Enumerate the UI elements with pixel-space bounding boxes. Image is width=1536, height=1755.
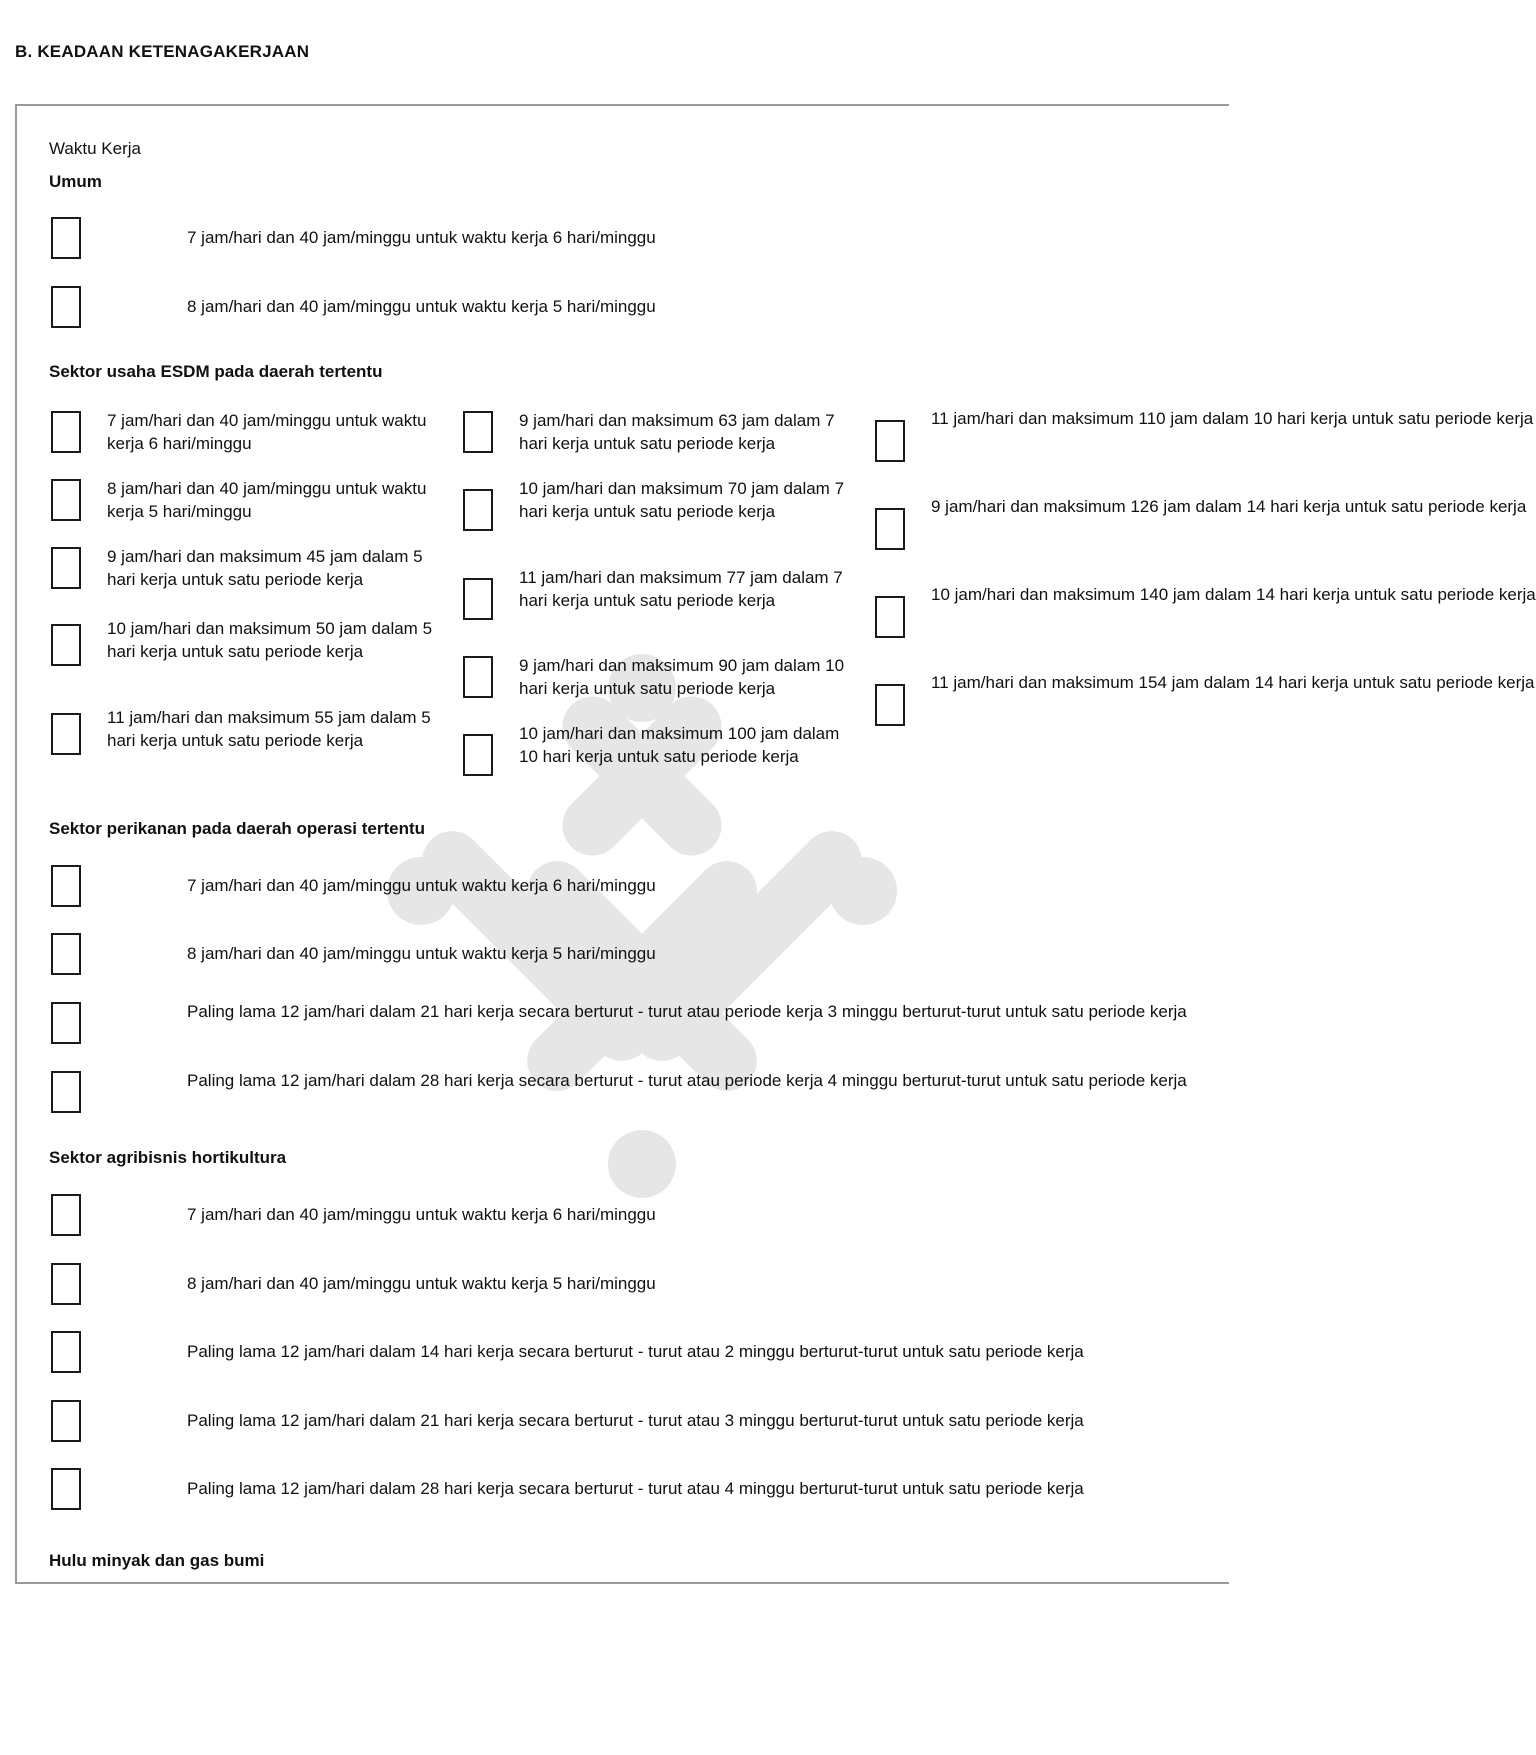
option-label-agribisnis-1: 7 jam/hari dan 40 jam/minggu untuk waktu kerja 6 hari/minggu: [187, 1205, 656, 1224]
option-label-umum-2: 8 jam/hari dan 40 jam/minggu untuk waktu kerja 5 hari/minggu: [187, 297, 656, 316]
checkbox-esdm-c2-3[interactable]: [463, 578, 493, 620]
checkbox-umum-2[interactable]: [51, 286, 81, 328]
option-label-esdm-c2-2: 10 jam/hari dan maksimum 70 jam dalam 7 hari kerja untuk satu periode kerja: [519, 479, 845, 521]
option-label-esdm-c1-5: 11 jam/hari dan maksimum 55 jam dalam 5 hari kerja untuk satu periode kerja: [107, 708, 431, 750]
option-label-esdm-c1-4: 10 jam/hari dan maksimum 50 jam dalam 5 hari kerja untuk satu periode kerja: [107, 619, 433, 661]
agribisnis-heading: Sektor agribisnis hortikultura: [49, 1148, 287, 1167]
hulu-migas-heading: Hulu minyak dan gas bumi: [49, 1551, 265, 1570]
checkbox-esdm-c3-4[interactable]: [875, 684, 905, 726]
checkbox-agribisnis-3[interactable]: [51, 1331, 81, 1373]
option-label-esdm-c2-5: 10 jam/hari dan maksimum 100 jam dalam 10 hari kerja untuk satu periode kerja: [519, 724, 840, 766]
checkbox-esdm-c3-2[interactable]: [875, 508, 905, 550]
checkbox-agribisnis-1[interactable]: [51, 1194, 81, 1236]
section-title: B. KEADAAN KETENAGAKERJAAN: [15, 42, 310, 61]
option-label-perikanan-3: Paling lama 12 jam/hari dalam 21 hari kerja secara berturut - turut atau periode kerja 3 minggu berturut-turut untuk satu periode kerja: [187, 1002, 1187, 1021]
option-label-esdm-c2-4: 9 jam/hari dan maksimum 90 jam dalam 10 hari kerja untuk satu periode kerja: [519, 656, 845, 698]
perikanan-heading: Sektor perikanan pada daerah operasi tertentu: [49, 819, 426, 838]
esdm-heading: Sektor usaha ESDM pada daerah tertentu: [49, 362, 383, 381]
option-label-esdm-c3-3: 10 jam/hari dan maksimum 140 jam dalam 14 hari kerja untuk satu periode kerja: [931, 585, 1536, 604]
checkbox-esdm-c1-4[interactable]: [51, 624, 81, 666]
waktu-kerja-label: Waktu Kerja: [49, 139, 141, 158]
option-label-esdm-c2-1: 9 jam/hari dan maksimum 63 jam dalam 7 hari kerja untuk satu periode kerja: [519, 411, 835, 453]
option-label-esdm-c3-2: 9 jam/hari dan maksimum 126 jam dalam 14 hari kerja untuk satu periode kerja: [931, 497, 1527, 516]
option-label-esdm-c1-1: 7 jam/hari dan 40 jam/minggu untuk waktu kerja 6 hari/minggu: [107, 411, 427, 453]
checkbox-esdm-c1-1[interactable]: [51, 411, 81, 453]
option-label-perikanan-4: Paling lama 12 jam/hari dalam 28 hari kerja secara berturut - turut atau periode kerja 4 minggu berturut-turut untuk satu periode kerja: [187, 1071, 1187, 1090]
checkbox-esdm-c1-5[interactable]: [51, 713, 81, 755]
option-label-perikanan-2: 8 jam/hari dan 40 jam/minggu untuk waktu kerja 5 hari/minggu: [187, 944, 656, 963]
option-label-esdm-c3-4: 11 jam/hari dan maksimum 154 jam dalam 14 hari kerja untuk satu periode kerja: [931, 673, 1535, 692]
option-label-esdm-c1-3: 9 jam/hari dan maksimum 45 jam dalam 5 hari kerja untuk satu periode kerja: [107, 547, 423, 589]
checkbox-esdm-c2-1[interactable]: [463, 411, 493, 453]
checkbox-agribisnis-4[interactable]: [51, 1400, 81, 1442]
checkbox-esdm-c3-1[interactable]: [875, 420, 905, 462]
waktu-kerja-form: [15, 104, 1536, 1584]
checkbox-esdm-c1-2[interactable]: [51, 479, 81, 521]
option-label-agribisnis-3: Paling lama 12 jam/hari dalam 14 hari kerja secara berturut - turut atau 2 minggu berturut-turut untuk satu periode kerja: [187, 1342, 1084, 1361]
checkbox-agribisnis-5[interactable]: [51, 1468, 81, 1510]
checkbox-perikanan-2[interactable]: [51, 933, 81, 975]
option-label-umum-1: 7 jam/hari dan 40 jam/minggu untuk waktu kerja 6 hari/minggu: [187, 228, 656, 247]
checkbox-esdm-c1-3[interactable]: [51, 547, 81, 589]
option-label-esdm-c1-2: 8 jam/hari dan 40 jam/minggu untuk waktu kerja 5 hari/minggu: [107, 479, 427, 521]
option-label-agribisnis-4: Paling lama 12 jam/hari dalam 21 hari kerja secara berturut - turut atau 3 minggu berturut-turut untuk satu periode kerja: [187, 1411, 1084, 1430]
checkbox-umum-1[interactable]: [51, 217, 81, 259]
option-label-agribisnis-5: Paling lama 12 jam/hari dalam 28 hari kerja secara berturut - turut atau 4 minggu berturut-turut untuk satu periode kerja: [187, 1479, 1084, 1498]
umum-heading: Umum: [49, 172, 102, 191]
checkbox-esdm-c2-2[interactable]: [463, 489, 493, 531]
option-label-perikanan-1: 7 jam/hari dan 40 jam/minggu untuk waktu kerja 6 hari/minggu: [187, 876, 656, 895]
checkbox-agribisnis-2[interactable]: [51, 1263, 81, 1305]
option-label-agribisnis-2: 8 jam/hari dan 40 jam/minggu untuk waktu kerja 5 hari/minggu: [187, 1274, 656, 1293]
checkbox-esdm-c2-5[interactable]: [463, 734, 493, 776]
checkbox-perikanan-3[interactable]: [51, 1002, 81, 1044]
option-label-esdm-c3-1: 11 jam/hari dan maksimum 110 jam dalam 10 hari kerja untuk satu periode kerja: [931, 409, 1534, 428]
checkbox-perikanan-1[interactable]: [51, 865, 81, 907]
checkbox-esdm-c3-3[interactable]: [875, 596, 905, 638]
option-label-esdm-c2-3: 11 jam/hari dan maksimum 77 jam dalam 7 hari kerja untuk satu periode kerja: [519, 568, 843, 610]
checkbox-perikanan-4[interactable]: [51, 1071, 81, 1113]
checkbox-esdm-c2-4[interactable]: [463, 656, 493, 698]
